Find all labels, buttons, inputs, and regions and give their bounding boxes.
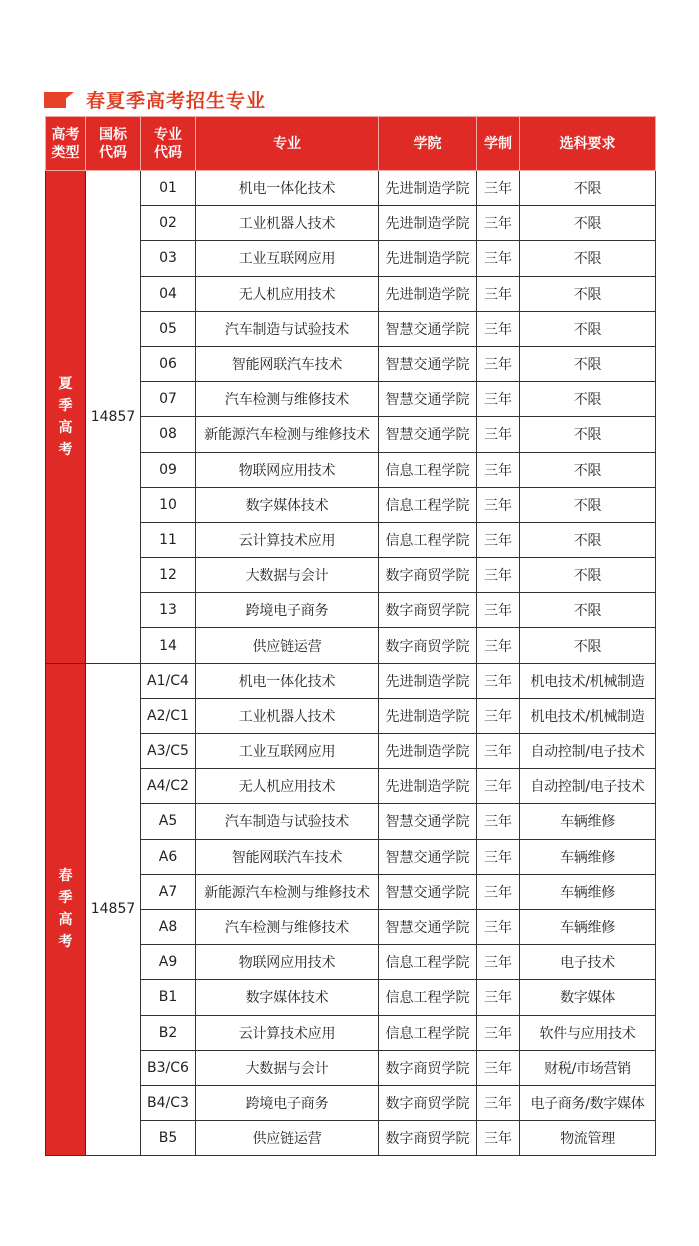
college-cell: 信息工程学院 [379, 452, 477, 487]
major-name-cell: 大数据与会计 [196, 1050, 379, 1085]
requirement-cell: 不限 [520, 171, 656, 206]
college-cell: 先进制造学院 [379, 171, 477, 206]
major-name-cell: 数字媒体技术 [196, 487, 379, 522]
college-cell: 先进制造学院 [379, 698, 477, 733]
major-name-cell: 汽车检测与维修技术 [196, 382, 379, 417]
requirement-cell: 不限 [520, 522, 656, 557]
major-code-cell: A1/C4 [141, 663, 196, 698]
header-major-code: 专业 代码 [141, 117, 196, 171]
page-title: 春夏季高考招生专业 [86, 89, 267, 112]
requirement-cell: 不限 [520, 417, 656, 452]
exam-type-cell: 春 季 高 考 [46, 663, 86, 1156]
major-name-cell: 智能网联汽车技术 [196, 346, 379, 381]
major-name-cell: 机电一体化技术 [196, 171, 379, 206]
college-cell: 信息工程学院 [379, 1015, 477, 1050]
duration-cell: 三年 [477, 417, 520, 452]
major-name-cell: 汽车制造与试验技术 [196, 311, 379, 346]
major-name-cell: 供应链运营 [196, 1121, 379, 1156]
header-national-code: 国标 代码 [86, 117, 141, 171]
requirement-cell: 不限 [520, 241, 656, 276]
duration-cell: 三年 [477, 558, 520, 593]
major-code-cell: 08 [141, 417, 196, 452]
major-name-cell: 供应链运营 [196, 628, 379, 663]
college-cell: 智慧交通学院 [379, 382, 477, 417]
major-name-cell: 智能网联汽车技术 [196, 839, 379, 874]
table-row [46, 171, 656, 206]
college-cell: 信息工程学院 [379, 980, 477, 1015]
college-cell: 数字商贸学院 [379, 1050, 477, 1085]
college-cell: 先进制造学院 [379, 241, 477, 276]
table-header-row [46, 117, 656, 171]
majors-table [45, 116, 656, 1156]
major-code-cell: 12 [141, 558, 196, 593]
college-cell: 先进制造学院 [379, 769, 477, 804]
duration-cell: 三年 [477, 874, 520, 909]
major-name-cell: 工业机器人技术 [196, 206, 379, 241]
header-duration: 学制 [477, 117, 520, 171]
duration-cell: 三年 [477, 1121, 520, 1156]
major-code-cell: B3/C6 [141, 1050, 196, 1085]
major-code-cell: A7 [141, 874, 196, 909]
requirement-cell: 机电技术/机械制造 [520, 698, 656, 733]
major-name-cell: 物联网应用技术 [196, 945, 379, 980]
major-name-cell: 工业机器人技术 [196, 698, 379, 733]
college-cell: 智慧交通学院 [379, 417, 477, 452]
major-code-cell: 14 [141, 628, 196, 663]
duration-cell: 三年 [477, 382, 520, 417]
title-marker-icon [44, 88, 78, 110]
major-code-cell: B2 [141, 1015, 196, 1050]
duration-cell: 三年 [477, 804, 520, 839]
requirement-cell: 不限 [520, 452, 656, 487]
major-code-cell: 01 [141, 171, 196, 206]
major-name-cell: 无人机应用技术 [196, 276, 379, 311]
college-cell: 数字商贸学院 [379, 1085, 477, 1120]
duration-cell: 三年 [477, 909, 520, 944]
major-code-cell: 02 [141, 206, 196, 241]
duration-cell: 三年 [477, 980, 520, 1015]
requirement-cell: 不限 [520, 487, 656, 522]
requirement-cell: 自动控制/电子技术 [520, 734, 656, 769]
duration-cell: 三年 [477, 769, 520, 804]
duration-cell: 三年 [477, 206, 520, 241]
duration-cell: 三年 [477, 663, 520, 698]
exam-type-cell: 夏 季 高 考 [46, 171, 86, 664]
major-name-cell: 跨境电子商务 [196, 593, 379, 628]
table-row [46, 663, 656, 698]
major-code-cell: 09 [141, 452, 196, 487]
major-code-cell: A3/C5 [141, 734, 196, 769]
major-name-cell: 工业互联网应用 [196, 734, 379, 769]
college-cell: 先进制造学院 [379, 206, 477, 241]
major-code-cell: A6 [141, 839, 196, 874]
duration-cell: 三年 [477, 1015, 520, 1050]
college-cell: 先进制造学院 [379, 734, 477, 769]
duration-cell: 三年 [477, 698, 520, 733]
duration-cell: 三年 [477, 945, 520, 980]
requirement-cell: 车辆维修 [520, 874, 656, 909]
national-code-cell: 14857 [86, 171, 141, 664]
college-cell: 智慧交通学院 [379, 909, 477, 944]
requirement-cell: 软件与应用技术 [520, 1015, 656, 1050]
college-cell: 先进制造学院 [379, 276, 477, 311]
college-cell: 智慧交通学院 [379, 804, 477, 839]
header-exam-type: 高考 类型 [46, 117, 86, 171]
duration-cell: 三年 [477, 241, 520, 276]
national-code-cell: 14857 [86, 663, 141, 1156]
requirement-cell: 电子技术 [520, 945, 656, 980]
duration-cell: 三年 [477, 1050, 520, 1085]
college-cell: 智慧交通学院 [379, 311, 477, 346]
college-cell: 信息工程学院 [379, 522, 477, 557]
requirement-cell: 不限 [520, 382, 656, 417]
major-name-cell: 汽车制造与试验技术 [196, 804, 379, 839]
duration-cell: 三年 [477, 171, 520, 206]
major-code-cell: 04 [141, 276, 196, 311]
requirement-cell: 车辆维修 [520, 839, 656, 874]
college-cell: 数字商贸学院 [379, 1121, 477, 1156]
major-code-cell: A4/C2 [141, 769, 196, 804]
requirement-cell: 不限 [520, 311, 656, 346]
duration-cell: 三年 [477, 839, 520, 874]
college-cell: 信息工程学院 [379, 487, 477, 522]
major-code-cell: A2/C1 [141, 698, 196, 733]
duration-cell: 三年 [477, 311, 520, 346]
header-major: 专业 [196, 117, 379, 171]
major-name-cell: 跨境电子商务 [196, 1085, 379, 1120]
requirement-cell: 机电技术/机械制造 [520, 663, 656, 698]
major-code-cell: 05 [141, 311, 196, 346]
requirement-cell: 不限 [520, 593, 656, 628]
major-name-cell: 汽车检测与维修技术 [196, 909, 379, 944]
major-code-cell: B4/C3 [141, 1085, 196, 1120]
duration-cell: 三年 [477, 346, 520, 381]
duration-cell: 三年 [477, 487, 520, 522]
major-code-cell: 11 [141, 522, 196, 557]
major-name-cell: 云计算技术应用 [196, 1015, 379, 1050]
requirement-cell: 物流管理 [520, 1121, 656, 1156]
major-code-cell: 10 [141, 487, 196, 522]
duration-cell: 三年 [477, 1085, 520, 1120]
section-title [44, 86, 266, 112]
major-name-cell: 新能源汽车检测与维修技术 [196, 417, 379, 452]
major-name-cell: 云计算技术应用 [196, 522, 379, 557]
major-code-cell: B1 [141, 980, 196, 1015]
header-college: 学院 [379, 117, 477, 171]
major-name-cell: 新能源汽车检测与维修技术 [196, 874, 379, 909]
college-cell: 数字商贸学院 [379, 593, 477, 628]
requirement-cell: 不限 [520, 558, 656, 593]
major-code-cell: A8 [141, 909, 196, 944]
duration-cell: 三年 [477, 628, 520, 663]
college-cell: 先进制造学院 [379, 663, 477, 698]
major-code-cell: 07 [141, 382, 196, 417]
requirement-cell: 车辆维修 [520, 909, 656, 944]
duration-cell: 三年 [477, 276, 520, 311]
college-cell: 智慧交通学院 [379, 346, 477, 381]
duration-cell: 三年 [477, 522, 520, 557]
duration-cell: 三年 [477, 452, 520, 487]
major-name-cell: 数字媒体技术 [196, 980, 379, 1015]
major-name-cell: 工业互联网应用 [196, 241, 379, 276]
major-code-cell: 06 [141, 346, 196, 381]
requirement-cell: 自动控制/电子技术 [520, 769, 656, 804]
requirement-cell: 不限 [520, 276, 656, 311]
major-code-cell: A9 [141, 945, 196, 980]
duration-cell: 三年 [477, 734, 520, 769]
requirement-cell: 车辆维修 [520, 804, 656, 839]
requirement-cell: 财税/市场营销 [520, 1050, 656, 1085]
college-cell: 数字商贸学院 [379, 628, 477, 663]
major-name-cell: 机电一体化技术 [196, 663, 379, 698]
major-code-cell: A5 [141, 804, 196, 839]
requirement-cell: 电子商务/数字媒体 [520, 1085, 656, 1120]
requirement-cell: 不限 [520, 206, 656, 241]
major-code-cell: B5 [141, 1121, 196, 1156]
major-name-cell: 无人机应用技术 [196, 769, 379, 804]
requirement-cell: 不限 [520, 628, 656, 663]
major-code-cell: 03 [141, 241, 196, 276]
college-cell: 信息工程学院 [379, 945, 477, 980]
college-cell: 数字商贸学院 [379, 558, 477, 593]
college-cell: 智慧交通学院 [379, 839, 477, 874]
major-code-cell: 13 [141, 593, 196, 628]
college-cell: 智慧交通学院 [379, 874, 477, 909]
major-name-cell: 大数据与会计 [196, 558, 379, 593]
requirement-cell: 数字媒体 [520, 980, 656, 1015]
header-requirement: 选科要求 [520, 117, 656, 171]
duration-cell: 三年 [477, 593, 520, 628]
requirement-cell: 不限 [520, 346, 656, 381]
major-name-cell: 物联网应用技术 [196, 452, 379, 487]
